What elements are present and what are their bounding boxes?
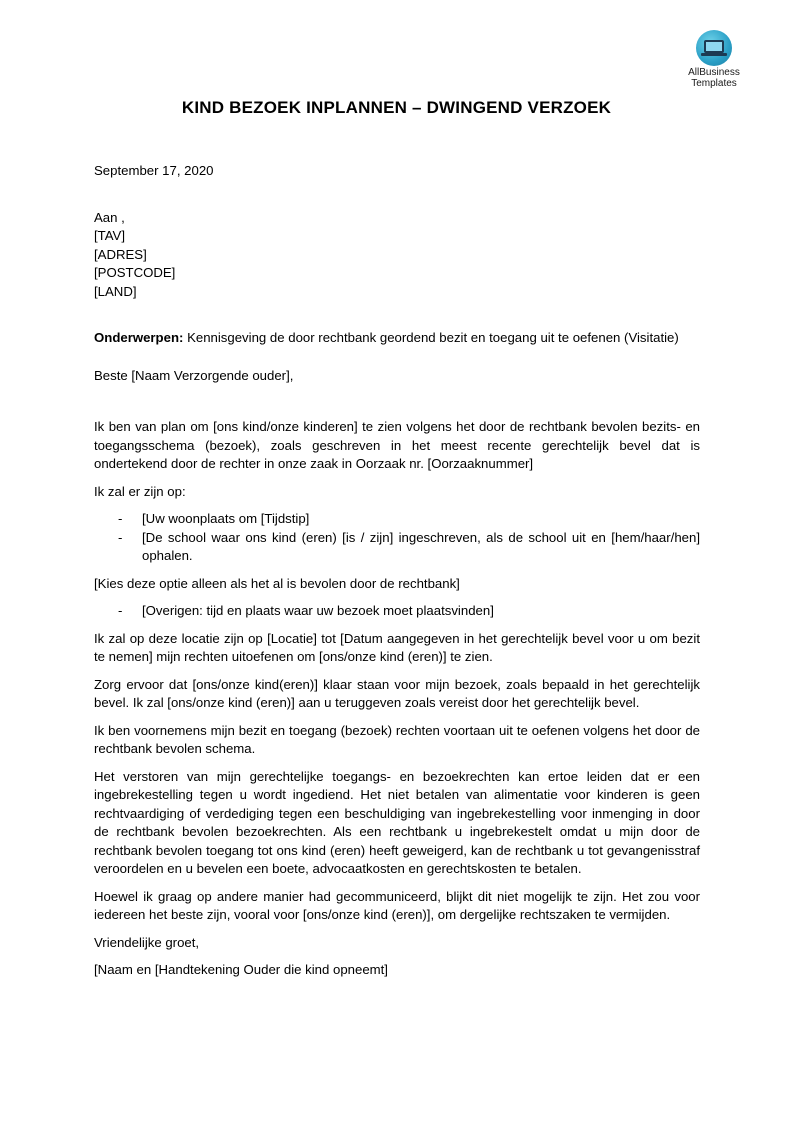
address-line: [ADRES] [94,246,147,262]
address-line: Aan , [94,209,125,225]
logo-line1: AllBusiness [688,67,740,78]
paragraph: Ik zal er zijn op: [94,483,186,499]
paragraph: Hoewel ik graag op andere manier had gecommuniceerd, blijkt dit niet mogelijk te zijn. Het zou voor iedereen het beste zijn, vooral voor [ons/onze kind (eren)], om dergelijke rechtszaken te vermijden. [94,888,700,922]
signature-line: [Naam en [Handtekening Ouder die kind opneemt] [94,962,388,977]
address-line: [POSTCODE] [94,265,176,280]
paragraph: [Kies deze optie alleen als het al is bevolen door de rechtbank] [94,575,460,591]
logo-line2: Templates [691,78,737,89]
document-title: KIND BEZOEK INPLANNEN – DWINGEND VERZOEK [181,98,612,117]
paragraph: Zorg ervoor dat [ons/onze kind(eren)] klaar staan voor mijn bezoek, zoals bepaald in het gerechtelijk bevel. Ik zal [ons/onze kind (eren)] aan u teruggeven zoals vereist door het gerechtelijk bevel. [94,676,700,710]
laptop-icon [696,30,732,66]
letter-date: September 17, 2020 [94,163,214,178]
recipient-address [94,209,700,302]
company-logo [676,30,752,89]
bullet-list [94,510,700,566]
closing: Vriendelijke groet, [94,934,200,950]
subject-text: Kennisgeving de door rechtbank geordend bezit en toegang uit te oefenen (Visitatie) [183,330,679,345]
paragraph: Het verstoren van mijn gerechtelijke toegangs- en bezoekrechten kan ertoe leiden dat er een ingebrekestelling tegen u wordt ingediend. Het niet betalen van alimentatie voor kinderen is geen rechtvaardiging of verdediging tegen een beschuldiging van ingebrekestelling voor inmenging in door de rechtbank bevolen bezoekrechten. Als een rechtbank u ingebrekestelt omdat u mijn door de rechtbank bevolen toegang tot ons kind (eren) heeft geweigerd, kan de rechtbank u tot gevangenisstraf veroordelen en u bevelen een boete, advocaatkosten en gerechtskosten te betalen. [94,768,700,876]
bullet-list [94,602,700,621]
letter-body [94,162,700,980]
address-line: [LAND] [94,283,137,299]
list-item: - [Uw woonplaats om [Tijdstip] [118,511,310,526]
list-item: - [De school waar ons kind (eren) [is / zijn] ingeschreven, als de school uit en [hem/haar/hen] ophalen. [118,529,700,563]
address-line: [TAV] [94,228,126,243]
paragraph: Ik zal op deze locatie zijn op [Locatie] tot [Datum aangegeven in het gerechtelijk bevel voor u om bezit te nemen] mijn rechten uitoefenen om [ons/onze kind (eren)] te zien. [94,630,700,664]
subject-line [94,329,700,348]
paragraph: Ik ben voornemens mijn bezit en toegang (bezoek) rechten voortaan uit te oefenen volgens het door de rechtbank bevolen schema. [94,722,700,756]
salutation: Beste [Naam Verzorgende ouder], [94,367,294,383]
list-item: - [Overigen: tijd en plaats waar uw bezoek moet plaatsvinden] [118,603,494,618]
paragraph: Ik ben van plan om [ons kind/onze kinderen] te zien volgens het door de rechtbank bevolen bezits- en toegangsschema (bezoek), zoals geschreven in het meest recente gerechtelijk bevel dat is ondertekend door de rechter in onze zaak in Oorzaak nr. [Oorzaaknummer] [94,419,700,471]
subject-label: Onderwerpen: [94,330,184,345]
logo-text [676,67,752,89]
